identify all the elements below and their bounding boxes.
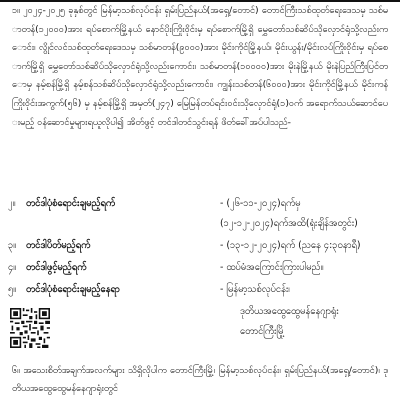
item-label: တင်ဒါပုံစံရောင်းချမည့်ရက် [26, 198, 116, 209]
item-value: - (၂၆-၁၁-၂၀၂၄)ရက်မှ [220, 198, 301, 209]
venue-city-line: တောင်ကြီးမြို့ [240, 326, 285, 337]
notice-paragraph-1: ၁။ ၂၀၂၄-၂၀၂၅ ခုနှစ်တွင် မြန်မာ့သစ်လုပ်ငန်း ရှမ်းပြည်နယ်(အရှေ့/တောင်) တောင်ကြီးသစ်ထုတ်ရေးဒေသမှ သစ်မာတန်(၁၂၀၀၀)အား ရပ်စောက်မြို့နယ် နောင်ပိုးကြိုးဝိုင်းမှ ရပ်စောက်မြို့ရှိ မွှေတော်သစ်ဆိပ်သိုလှောင်ရုံသို့လည်းကောင်း၊ လွိုင်လင်သစ်ထုတ်ရေးဒေသမှ သစ်မာတန်(၉၀၀၀)အား မိုင်းကိုင်မြို့နယ်၊ မိုင်းယွန်း/မိုင်းလပ်ကြိုးဝိုင်းမှ ရပ်စောက်မြို့ရှိ မွှေတော်သစ်ဆိပ်သိုလှောင်ရုံသို့လည်းကောင်း၊ သစ်မာတန်(၁၀၀၀၀)အား မိုးနဲမြို့နယ် မိုးနဲပြည်ကြီးပြင်တောမှ နမ့်စန်မြို့ရှိ နမ့်စန်သစ်ဆိပ်သိုလှောင်ရုံသို့လည်းကောင်း၊ ကျွန်းသစ်တန်(၆၀၀၀)အား မိုင်းကိုင်မြို့နယ် မိုင်းကန်ကြိုးဝိုင်းအကွက်(၅၆) မှ နမ့်စန်မြို့ရှိ အမှတ်(၂၄၇) မြေမြန်တပ်ရင်း၀င်းသိုလှောင်ရုံ(၁)ဝက် အရောက်သယ်ဆောင်ပေးမည့် ဝန်ဆောင်မှုများရယူလိုပါ၍ အိတ်ဖွင့် တင်ဒါတင်သွင်းရန် ဖိတ်ခေါ်အပ်ပါသည်- [12, 5, 388, 128]
item-number: ၃။ [8, 240, 17, 251]
qr-code-icon [10, 308, 50, 348]
notice-paragraph-6: ၆။ အသေးစိတ်အချက်အလက်များ သိရှိလိုပါက တောင်ကြီးမြို့၊ မြန်မာ့သစ်လုပ်ငန်း၊ ရှမ်းပြည်နယ်(အရှေ့/တောင်)၊ ဒုတိယအထွေထွေမန်နေဂျာရုံးတွင် [12, 365, 388, 394]
item-value: - ထပ်မံအကြောင်းကြားပါမည်။ [220, 262, 324, 273]
schedule-item-closing-date [8, 236, 392, 256]
item-value: (၁၂-၁၂-၂၀၂၄)ရက်အထိ(ရုံးချိန်အတွင်း) [220, 218, 358, 229]
item-label: တင်ဒါပိတ်မည့်ရက် [26, 240, 91, 251]
item-value: - မြန်မာ့သစ်လုပ်ငန်း၊ [220, 284, 290, 295]
item-label: တင်ဒါဖွင့်မည့်ရက် [26, 262, 87, 273]
schedule-item-sale-start [8, 194, 392, 214]
item-label: တင်ဒါပုံစံရောင်းချမည့်နေရာ [26, 284, 120, 295]
item-number: ၂။ [8, 198, 16, 209]
schedule-item-sale-end [8, 214, 392, 234]
schedule-item-sale-venue [8, 280, 392, 300]
item-number: ၅။ [8, 284, 17, 295]
item-number: ၄။ [8, 262, 17, 273]
item-value: - (၁၃-၁၂-၂၀၂၄)ရက် (ညနေ ၄:၃၀နာရီ) [220, 240, 361, 251]
schedule-item-opening-date [8, 258, 392, 278]
venue-office-line: ဒုတိယအထွေထွေမန်နေဂျာရုံး [240, 306, 339, 317]
